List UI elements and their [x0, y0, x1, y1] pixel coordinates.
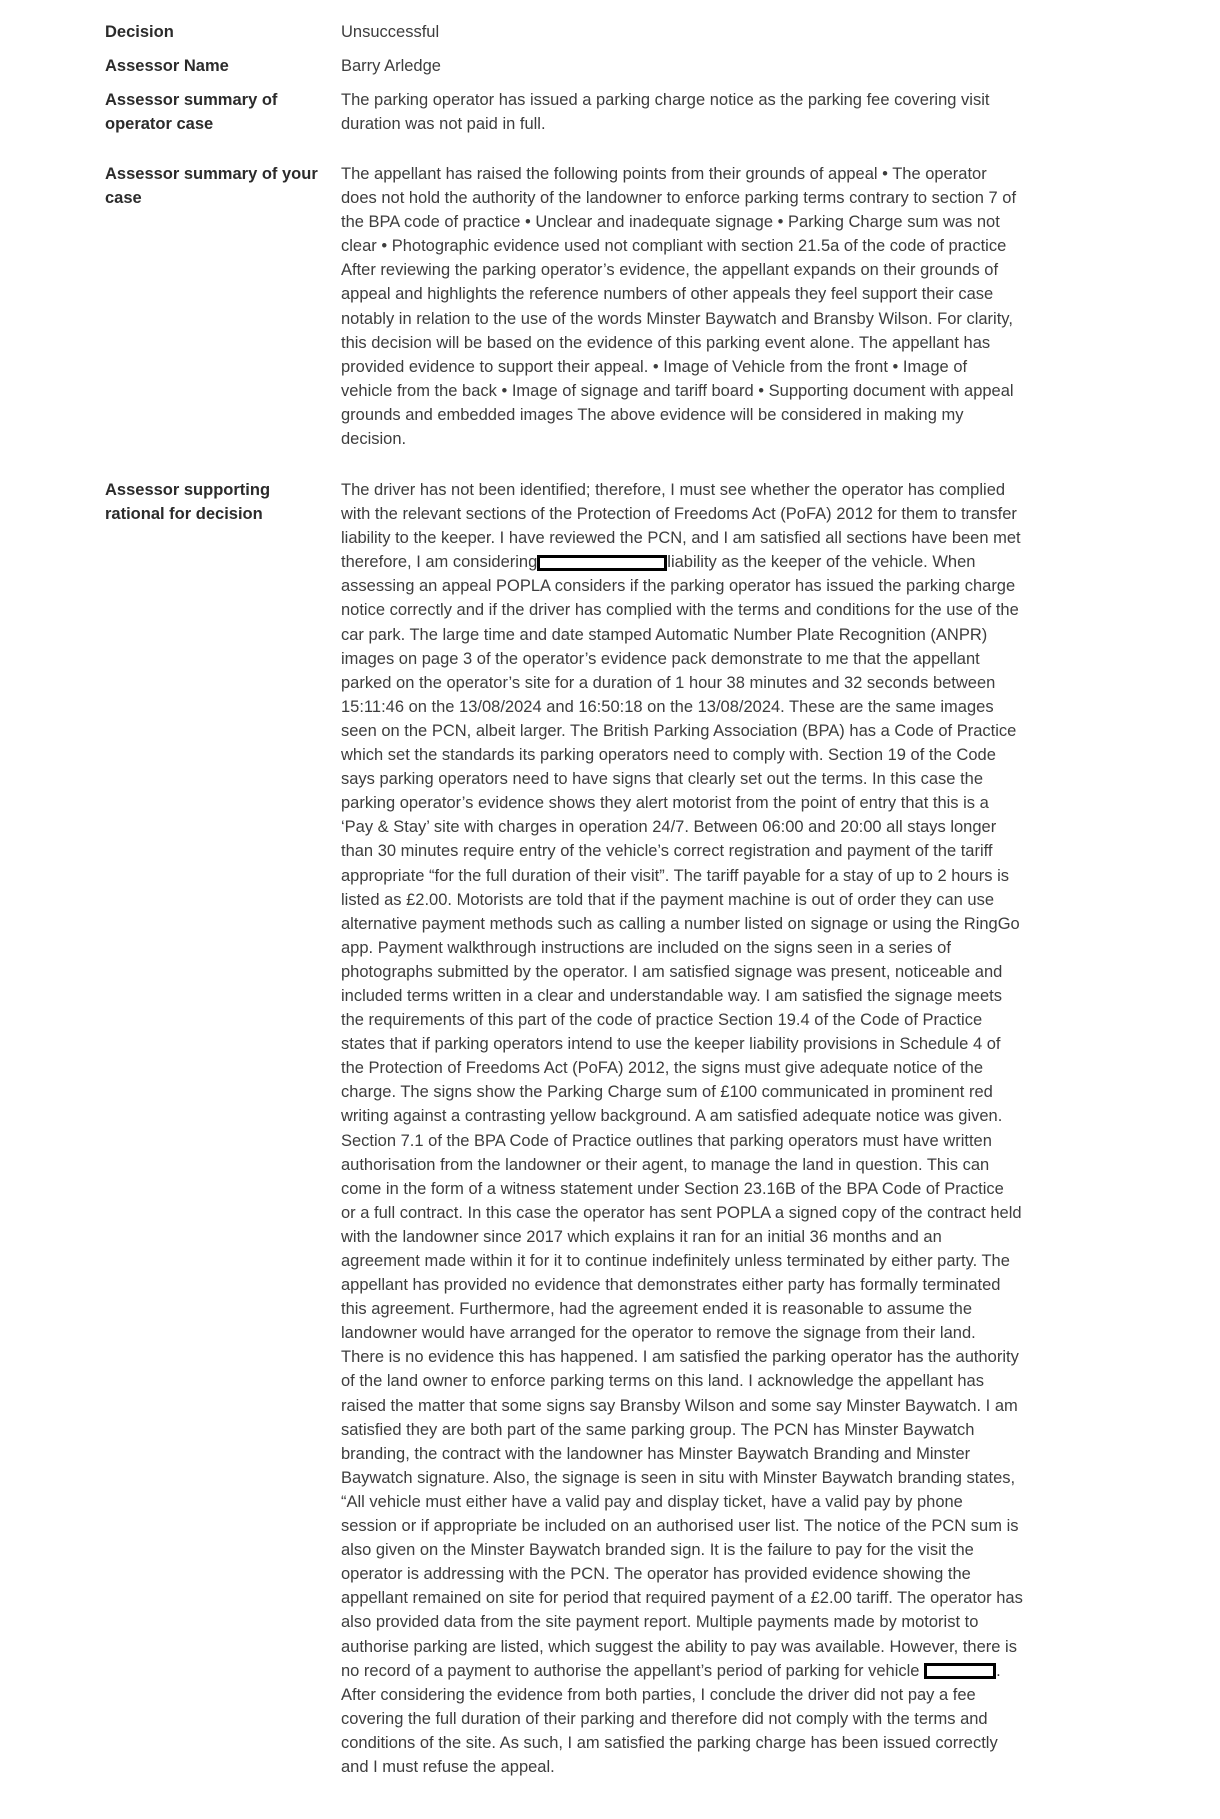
- your-case-summary: The appellant has raised the following points from their grounds of appeal • The operator does not hold the authority of the landowner to enforce parking terms contrary to section 7 of the BPA code of practice • Unclear and inadequate signage • Parking Charge sum was not clear • Photographic evidence used not compliant with section 21.5a of the code of practice After reviewing the parking operator’s evidence, the appellant expands on their grounds of appeal and highlights the reference numbers of other appeals they feel support their case notably in relation to the use of the words Minster Baywatch and Bransby Wilson. For clarity, this decision will be based on the evidence of this parking event alone. The appellant has provided evidence to support their appeal. • Image of Vehicle from the front • Image of vehicle from the back • Image of signage and tariff board • Supporting document with appeal grounds and embedded images The above evidence will be considered in making my decision.: [341, 165, 1017, 449]
- redacted-name-box: [537, 555, 667, 571]
- decision-value: Unsuccessful: [341, 23, 440, 41]
- assessor-name-value: Barry Arledge: [341, 57, 441, 75]
- operator-case-label: Assessor summary of operator case: [105, 91, 278, 133]
- rationale-text: [341, 478, 1023, 1779]
- rationale-text-part2: liability as the keeper of the vehicle. When assessing an appeal POPLA considers if the parking operator has issued the parking charge notice correctly and if the driver has complied with the terms and conditions for the use of the car park. The large time and date stamped Automatic Number Plate Recognition (ANPR) images on page 3 of the operator’s evidence pack demonstrate to me that the appellant parked on the operator’s site for a duration of 1 hour 38 minutes and 32 seconds between 15:11:46 on the 13/08/2024 and 16:50:18 on the 13/08/2024. These are the same images seen on the PCN, albeit larger. The British Parking Association (BPA) has a Code of Practice which set the standards its parking operators need to comply with. Section 19 of the Code says parking operators need to have signs that clearly set out the terms. In this case the parking operator’s evidence shows they alert motorist from the point of entry that this is a ‘Pay & Stay’ site with charges in operation 24/7. Between 06:00 and 20:00 all stays longer than 30 minutes require entry of the vehicle’s correct registration and payment of the tariff appropriate “for the full duration of their visit”. The tariff payable for a stay of up to 2 hours is listed as £2.00. Motorists are told that if the payment machine is out of order they can use alternative payment methods such as calling a number listed on signage or using the RingGo app. Payment walkthrough instructions are included on the signs seen in a series of photographs submitted by the operator. I am satisfied signage was present, noticeable and included terms written in a clear and understandable way. I am satisfied the signage meets the requirements of this part of the code of practice Section 19.4 of the Code of Practice states that if parking operators intend to use the keeper liability provisions in Schedule 4 of the Protection of Freedoms Act (PoFA) 2012, the signs must give adequate notice of the charge. The signs show the Parking Charge sum of £100 communicated in prominent red writing against a contrasting yellow background. A am satisfied adequate notice was given. Section 7.1 of the BPA Code of Practice outlines that parking operators must have written authorisation from the landowner or their agent, to manage the land in question. This can come in the form of a witness statement under Section 23.16B of the BPA Code of Practice or a full contract. In this case the operator has sent POPLA a signed copy of the contract held with the landowner since 2017 which explains it ran for an initial 36 months and an agreement made within it for it to continue indefinitely unless terminated by either party. The appellant has provided no evidence that demonstrates either party has formally terminated this agreement. Furthermore, had the agreement ended it is reasonable to assume the landowner would have arranged for the operator to remove the signage from their land. There is no evidence this has happened. I am satisfied the parking operator has the authority of the land owner to enforce parking terms on this land. I acknowledge the appellant has raised the matter that some signs say Bransby Wilson and some say Minster Baywatch. I am satisfied they are both part of the same parking group. The PCN has Minster Baywatch branding, the contract with the landowner has Minster Baywatch Branding and Minster Baywatch signature. Also, the signage is seen in situ with Minster Baywatch branding states, “All vehicle must either have a valid pay and display ticket, have a valid pay by phone session or if appropriate be included on an authorised user list. The notice of the PCN sum is also given on the Minster Baywatch branded sign. It is the failure to pay for the visit the operator is addressing with the PCN. The operator has provided evidence showing the appellant remained on site for period that required payment of a £2.00 tariff. The operator has also provided data from the site payment report. Multiple payments made by motorist to authorise parking are listed, which suggest the ability to pay was available. However, there is no record of a payment to authorise the appellant’s period of parking for vehicle: [341, 553, 1023, 1680]
- rationale-label: Assessor supporting rational for decision: [105, 481, 271, 523]
- decision-label: Decision: [105, 23, 174, 41]
- operator-case-summary: The parking operator has issued a parking charge notice as the parking fee covering visit duration was not paid in full.: [341, 91, 990, 134]
- redacted-registration-box: [924, 1663, 996, 1679]
- rationale-text-part3: . After considering the evidence from both parties, I conclude the driver did not pay a fee covering the full duration of their parking and therefore did not comply with the terms and conditions of the site. As such, I am satisfied the parking charge has been issued correctly and I must refuse the appeal.: [341, 1661, 1001, 1776]
- your-case-label: Assessor summary of your case: [105, 165, 318, 207]
- rationale-text-part1: The driver has not been identified; therefore, I must see whether the operator has complied with the relevant sections of the Protection of Freedoms Act (PoFA) 2012 for them to transfer liability to the keeper. I have reviewed the PCN, and I am satisfied all sections have been met therefore, I am considering: [341, 481, 1021, 572]
- assessor-name-label: Assessor Name: [105, 57, 229, 75]
